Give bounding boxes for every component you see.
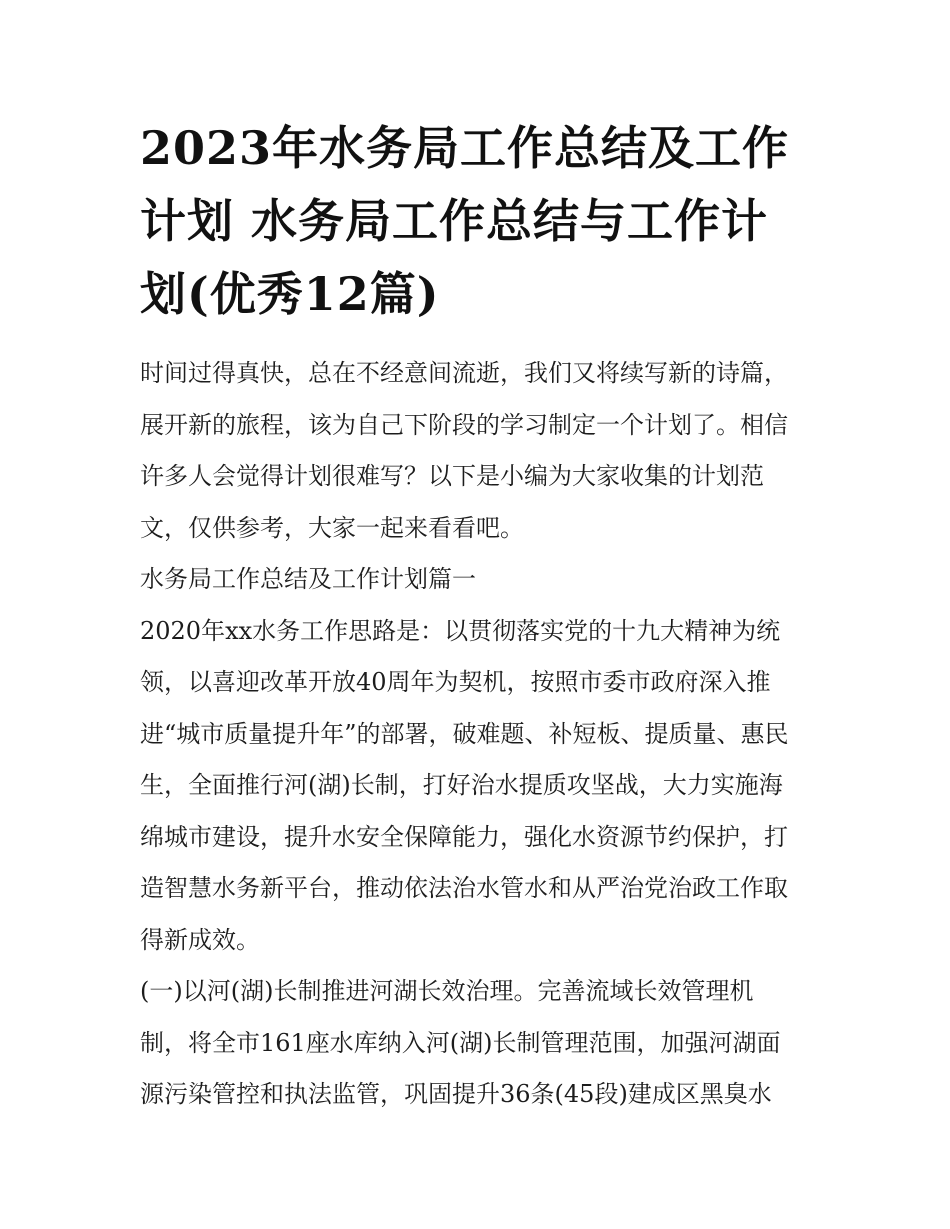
document-body bbox=[140, 348, 812, 1121]
paragraph-river-chief bbox=[140, 966, 812, 1121]
text-line: 领，以喜迎改革开放40周年为契机，按照市委市政府深入推 bbox=[140, 668, 771, 696]
document-title bbox=[140, 112, 812, 331]
text-line: 2020年xx水务工作思路是：以贯彻落实党的十九大精神为统 bbox=[140, 616, 781, 645]
text-line: 时间过得真快，总在不经意间流逝，我们又将续写新的诗篇， bbox=[140, 359, 788, 387]
section-heading-text: 水务局工作总结及工作计划篇一 bbox=[140, 565, 476, 593]
title-line: 划(优秀12篇) bbox=[140, 267, 440, 321]
text-line: 进“城市质量提升年”的部署，破难题、补短板、提质量、惠民 bbox=[140, 719, 789, 748]
text-line: 生，全面推行河(湖)长制，打好治水提质攻坚战，大力实施海 bbox=[140, 771, 783, 799]
title-line: 计划 水务局工作总结与工作计 bbox=[140, 194, 769, 248]
text-line: 文，仅供参考，大家一起来看看吧。 bbox=[140, 513, 524, 542]
text-line: 得新成效。 bbox=[140, 925, 260, 954]
text-line: 绵城市建设，提升水安全保障能力，强化水资源节约保护，打 bbox=[140, 822, 788, 851]
section-heading bbox=[140, 554, 812, 606]
text-line: 展开新的旅程，该为自己下阶段的学习制定一个计划了。相信 bbox=[140, 410, 788, 439]
text-line: 源污染管控和执法监管，巩固提升36条(45段)建成区黑臭水 bbox=[140, 1080, 772, 1108]
intro-paragraph bbox=[140, 348, 812, 554]
document-page bbox=[140, 112, 812, 1121]
text-line: 制，将全市161座水库纳入河(湖)长制管理范围，加强河湖面 bbox=[140, 1028, 781, 1057]
text-line: 许多人会觉得计划很难写？以下是小编为大家收集的计划范 bbox=[140, 462, 764, 490]
paragraph-work-ideas bbox=[140, 606, 812, 967]
title-line: 2023年水务局工作总结及工作 bbox=[140, 121, 790, 175]
text-line: (一)以河(湖)长制推进河湖长效治理。完善流域长效管理机 bbox=[140, 977, 754, 1005]
text-line: 造智慧水务新平台，推动依法治水管水和从严治党治政工作取 bbox=[140, 874, 788, 902]
